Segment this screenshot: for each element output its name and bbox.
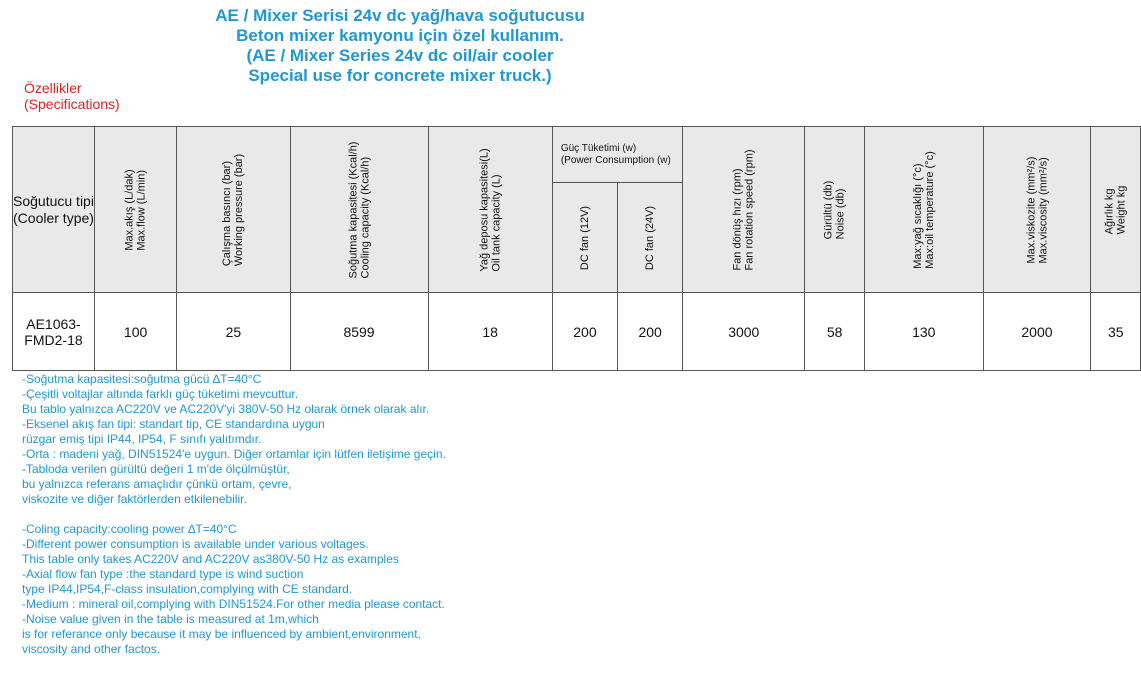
max-viscosity-tr: Max.viskozite (mm²/s) xyxy=(1024,156,1037,263)
cooler-type-header xyxy=(13,127,95,293)
title-line: AE / Mixer Serisi 24v dc yağ/hava soğutucusu xyxy=(215,6,585,25)
note-line: -Axial flow fan type :the standard type is wind suction xyxy=(22,567,304,581)
model-cell: AE1063-FMD2-18 xyxy=(13,293,95,371)
note-line: This table only takes AC220V and AC220V as380V-50 Hz as examples xyxy=(22,552,399,566)
note-spacer xyxy=(22,507,446,522)
fan-speed-en: Fan rotation speed (rpm) xyxy=(743,148,756,271)
note-line: bu yalnızca referans amaçlıdır çünkü ortam, çevre, xyxy=(22,477,292,491)
noise-header xyxy=(805,127,865,293)
noise-cell: 58 xyxy=(805,293,865,371)
working-pressure-tr: Çalışma basıncı (bar) xyxy=(221,160,234,266)
notes-section xyxy=(22,372,446,657)
cooling-capacity-en: Cooling capacity (Kcal/h) xyxy=(359,156,372,278)
dc-fan-12v-header xyxy=(552,183,617,293)
weight-cell: 35 xyxy=(1091,293,1141,371)
oil-tank-capacity-en: Oil tank capacity (L) xyxy=(490,173,503,272)
max-oil-temperature-header xyxy=(865,127,984,293)
max-flow-en: Max.flow (L/min) xyxy=(135,169,148,251)
fan-speed-tr: Fan dönüş hızı (rpm) xyxy=(731,167,744,271)
cooling-capacity-header xyxy=(290,127,428,293)
max-oil-temperature-en: Max:oil temperature (°c) xyxy=(923,150,936,269)
power-consumption-tr: Güç Tüketimi (w) xyxy=(560,142,637,154)
power-consumption-en: (Power Consumption (w) xyxy=(560,154,671,166)
cooler-type-en: (Cooler type) xyxy=(13,209,94,226)
max-flow-header xyxy=(94,127,176,293)
noise-tr: Gürültü (db) xyxy=(822,180,835,239)
cooling-capacity-tr: Soğutma kapasitesi (Kcal/h) xyxy=(347,141,360,278)
weight-en: Weight kg xyxy=(1115,185,1128,234)
note-line: viscosity and other factos. xyxy=(22,642,161,656)
note-line: is for referance only because it may be influenced by ambient,environment, xyxy=(22,627,421,641)
title-line: (AE / Mixer Series 24v dc oil/air cooler xyxy=(246,46,554,65)
max-viscosity-cell: 2000 xyxy=(983,293,1091,371)
power-consumption-header xyxy=(552,127,682,183)
note-line: -Soğutma kapasitesi:soğutma gücü ∆T=40°C xyxy=(22,372,262,386)
fan-speed-header xyxy=(683,127,805,293)
dc-fan-12v-label: DC fan (12V) xyxy=(578,205,591,270)
specifications-label-en: (Specifications) xyxy=(24,96,120,112)
specifications-label xyxy=(24,80,120,112)
cooler-type-tr: Soğutucu tipi xyxy=(13,192,94,209)
note-line: -Orta : madeni yağ, DIN51524'e uygun. Diğer ortamlar için lütfen iletişime geçin. xyxy=(22,447,446,461)
table-row xyxy=(13,293,1141,371)
note-line: -Eksenel akış fan tipi: standart tip, CE standardına uygun xyxy=(22,417,325,431)
max-oil-temperature-cell: 130 xyxy=(865,293,984,371)
max-viscosity-en: Max.viscosity (mm²/s) xyxy=(1036,156,1049,263)
max-flow-cell: 100 xyxy=(94,293,176,371)
dc-fan-24v-cell: 200 xyxy=(618,293,683,371)
note-line: rüzgar emiş tipi IP44, IP54, F sınıfı yalıtımdır. xyxy=(22,432,262,446)
max-oil-temperature-tr: Max:yağ sıcaklığı (°c) xyxy=(911,162,924,269)
note-line: -Medium : mineral oil,complying with DIN51524.For other media please contact. xyxy=(22,597,445,611)
dc-fan-12v-cell: 200 xyxy=(552,293,617,371)
oil-tank-capacity-tr: Yağ deposu kapasitesi(L) xyxy=(478,147,491,272)
note-line: Bu tablo yalnızca AC220V ve AC220V'yi 380V-50 Hz olarak örnek olarak alır. xyxy=(22,402,430,416)
note-line: -Tabloda verilen gürültü değeri 1 m'de ölçülmüştür, xyxy=(22,462,290,476)
noise-en: Noise (db) xyxy=(834,188,847,239)
page-title xyxy=(0,6,800,86)
working-pressure-en: Working pressure (bar) xyxy=(233,153,246,266)
max-flow-tr: Max.akış (L/dak) xyxy=(123,168,136,251)
note-line: type IP44,IP54,F-class insulation,complying with CE standard. xyxy=(22,582,353,596)
cooling-capacity-cell: 8599 xyxy=(290,293,428,371)
oil-tank-capacity-cell: 18 xyxy=(428,293,552,371)
specifications-label-tr: Özellikler xyxy=(24,80,82,96)
note-line: -Noise value given in the table is measured at 1m,which xyxy=(22,612,319,626)
title-line: Beton mixer kamyonu için özel kullanım. xyxy=(236,26,564,45)
fan-speed-cell: 3000 xyxy=(683,293,805,371)
title-line: Special use for concrete mixer truck.) xyxy=(248,66,552,85)
working-pressure-header xyxy=(177,127,290,293)
weight-tr: Ağırlık kg xyxy=(1103,188,1116,234)
specifications-table xyxy=(12,126,1141,371)
note-line: viskozite ve diğer faktörlerden etkilenebilir. xyxy=(22,492,247,506)
note-line: -Coling capacity:cooling power ∆T=40°C xyxy=(22,522,237,536)
dc-fan-24v-header xyxy=(618,183,683,293)
weight-header xyxy=(1091,127,1141,293)
dc-fan-24v-label: DC fan (24V) xyxy=(644,205,657,270)
note-line: -Different power consumption is available under various voltages. xyxy=(22,537,369,551)
oil-tank-capacity-header xyxy=(428,127,552,293)
max-viscosity-header xyxy=(983,127,1091,293)
note-line: -Çeşitli voltajlar altında farklı güç tüketimi mevcuttur. xyxy=(22,387,299,401)
working-pressure-cell: 25 xyxy=(177,293,290,371)
